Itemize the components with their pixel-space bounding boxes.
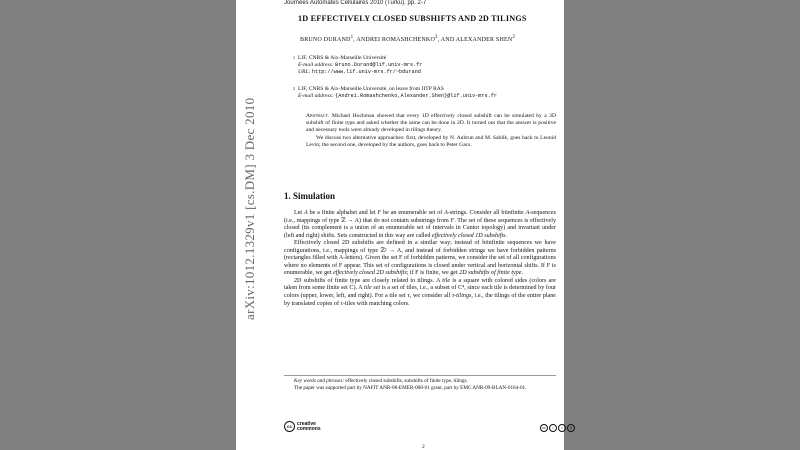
abstract-label: Abstract. bbox=[306, 113, 330, 119]
cc-badge-icon: cc bbox=[540, 424, 548, 432]
url-link[interactable]: http://www.lif.univ-mrs.fr/~bdurand bbox=[311, 69, 421, 75]
affiliation-number: 2 bbox=[293, 86, 295, 91]
body-text bbox=[284, 210, 556, 308]
paper-title: 1D EFFECTIVELY CLOSED SUBSHIFTS AND 2D TILINGS bbox=[298, 14, 527, 23]
email-label: E-mail address bbox=[298, 62, 332, 68]
abstract bbox=[306, 113, 556, 149]
author-list bbox=[300, 35, 560, 43]
author-name: BRUNO DURAND bbox=[300, 37, 351, 43]
author-name: , ANDREI ROMASHCHENKO bbox=[353, 37, 435, 43]
section-heading: 1. Simulation bbox=[284, 191, 336, 201]
affiliation-org: LIF, CNRS & Aix-Marseille Université bbox=[298, 55, 387, 61]
keywords: effectively closed subshifts, subshifts of finite type, tilings. bbox=[345, 378, 468, 384]
cc-icon: cc bbox=[284, 421, 295, 432]
abstract-paragraph-2: We discuss two alternative approaches: first, developed by N. Aubrun and M. Sablik, goes back to Leonid Levin; the second one, developed by the authors, goes back to Peter Gacs. bbox=[306, 134, 556, 148]
no-derivatives-badge-icon: = bbox=[558, 424, 566, 432]
author-name: , AND ALEXANDER SHEN bbox=[437, 37, 513, 43]
funding-note: The paper was supported part by NAFIT ANR-08-EMER-008-01 grant, part by EMC ANR-09-BLAN-0164-01. bbox=[294, 384, 527, 391]
paper-page bbox=[236, 0, 572, 450]
author-superscript: 2 bbox=[435, 35, 438, 40]
paragraph-2: Effectively closed 2D subshifts are defined in a similar way; instead of biinfinite sequences we have configurations, i.e., mappings of type ℤ² → A, and instead of forbidden strings we have forbidden patterns (rectangles filled with A-letters). Given the set F of forbidden patterns, we consider the set of all configurations where no elements of F appear. This set of configurations is closed under vertical and horizontal shifts. If F is enumerable, we get effectively closed 2D subshifts; if F is finite, we get 2D subshifts of finite type. bbox=[284, 240, 556, 277]
paragraph-1: Let A be a finite alphabet and let F be an enumerable set of A-strings. Consider all biinfinite A-sequences (i.e., mappings of type ℤ → A) that do not contain substrings from F. The set of these sequences is effectively closed (its complement is a union of an enumerable set of intervals in Cantor topology) and invariant under (left and right) shifts. Sets constructed in this way are called effectively closed 1D subshifts. bbox=[284, 210, 557, 239]
cc-text-line-1: creative bbox=[297, 420, 316, 427]
footnotes bbox=[284, 375, 556, 391]
affiliation-2: 2 LIF, CNRS & Aix-Marseille Université, on leave from IITP RAS E-mail address: {Andrei.Romashchenko,Alexander.Shen}@lif.univ-mrs.fr bbox=[293, 86, 497, 99]
page-number: 2 bbox=[422, 444, 425, 450]
url-label: URL bbox=[298, 69, 309, 75]
paragraph-3: 2D subshifts of finite type are closely related to tilings. A tile is a square with colored sides (colors are taken from some finite set C). A tile set is a set of tiles, i.e., a subset of C⁴, since each tile is determined by four colors (upper, lower, left, and right). For a tile set τ, we consider all τ-tilings, i.e., the tilings of the entire plane by translated copies of τ-tiles with matching colors. bbox=[284, 277, 556, 307]
email-link[interactable]: Bruno.Durand@lif.univ-mrs.fr bbox=[335, 62, 423, 68]
creative-commons-logo bbox=[284, 421, 321, 432]
running-header: Journées Automates Cellulaires 2010 (Turku), pp. 2-7 bbox=[284, 0, 427, 6]
author-superscript: 1 bbox=[350, 35, 354, 40]
cc-text-line-2: commons bbox=[297, 425, 321, 432]
keywords-label: Key words and phrases: bbox=[294, 378, 345, 384]
affiliation-org: LIF, CNRS & Aix-Marseille Université, on leave from IITP RAS bbox=[298, 86, 444, 92]
affiliation-number: 1 bbox=[293, 55, 295, 60]
arxiv-identifier: arXiv:1012.1329v1 [cs.DM] 3 Dec 2010 bbox=[242, 97, 257, 320]
email-link[interactable]: {Andrei.Romashchenko,Alexander.Shen}@lif.univ-mrs.fr bbox=[335, 93, 497, 99]
non-commercial-badge-icon: $ bbox=[567, 424, 575, 432]
abstract-paragraph-1: Michael Hochman showed that every 1D effectively closed subshift can be simulated by a 3D subshift of finite type and asked whether the same can be done in 2D. It turned out that the answer is positive and necessary tools were already developed in tilings theory. bbox=[306, 113, 556, 134]
license-badges bbox=[540, 424, 575, 432]
email-label: E-mail address bbox=[298, 93, 332, 99]
affiliation-1: 1 LIF, CNRS & Aix-Marseille Université E-mail address: Bruno.Durand@lif.univ-mrs.fr URL: http://www.lif.univ-mrs.fr/~bdurand bbox=[293, 55, 423, 75]
author-superscript: 2 bbox=[512, 35, 516, 40]
attribution-badge-icon: i bbox=[549, 424, 557, 432]
